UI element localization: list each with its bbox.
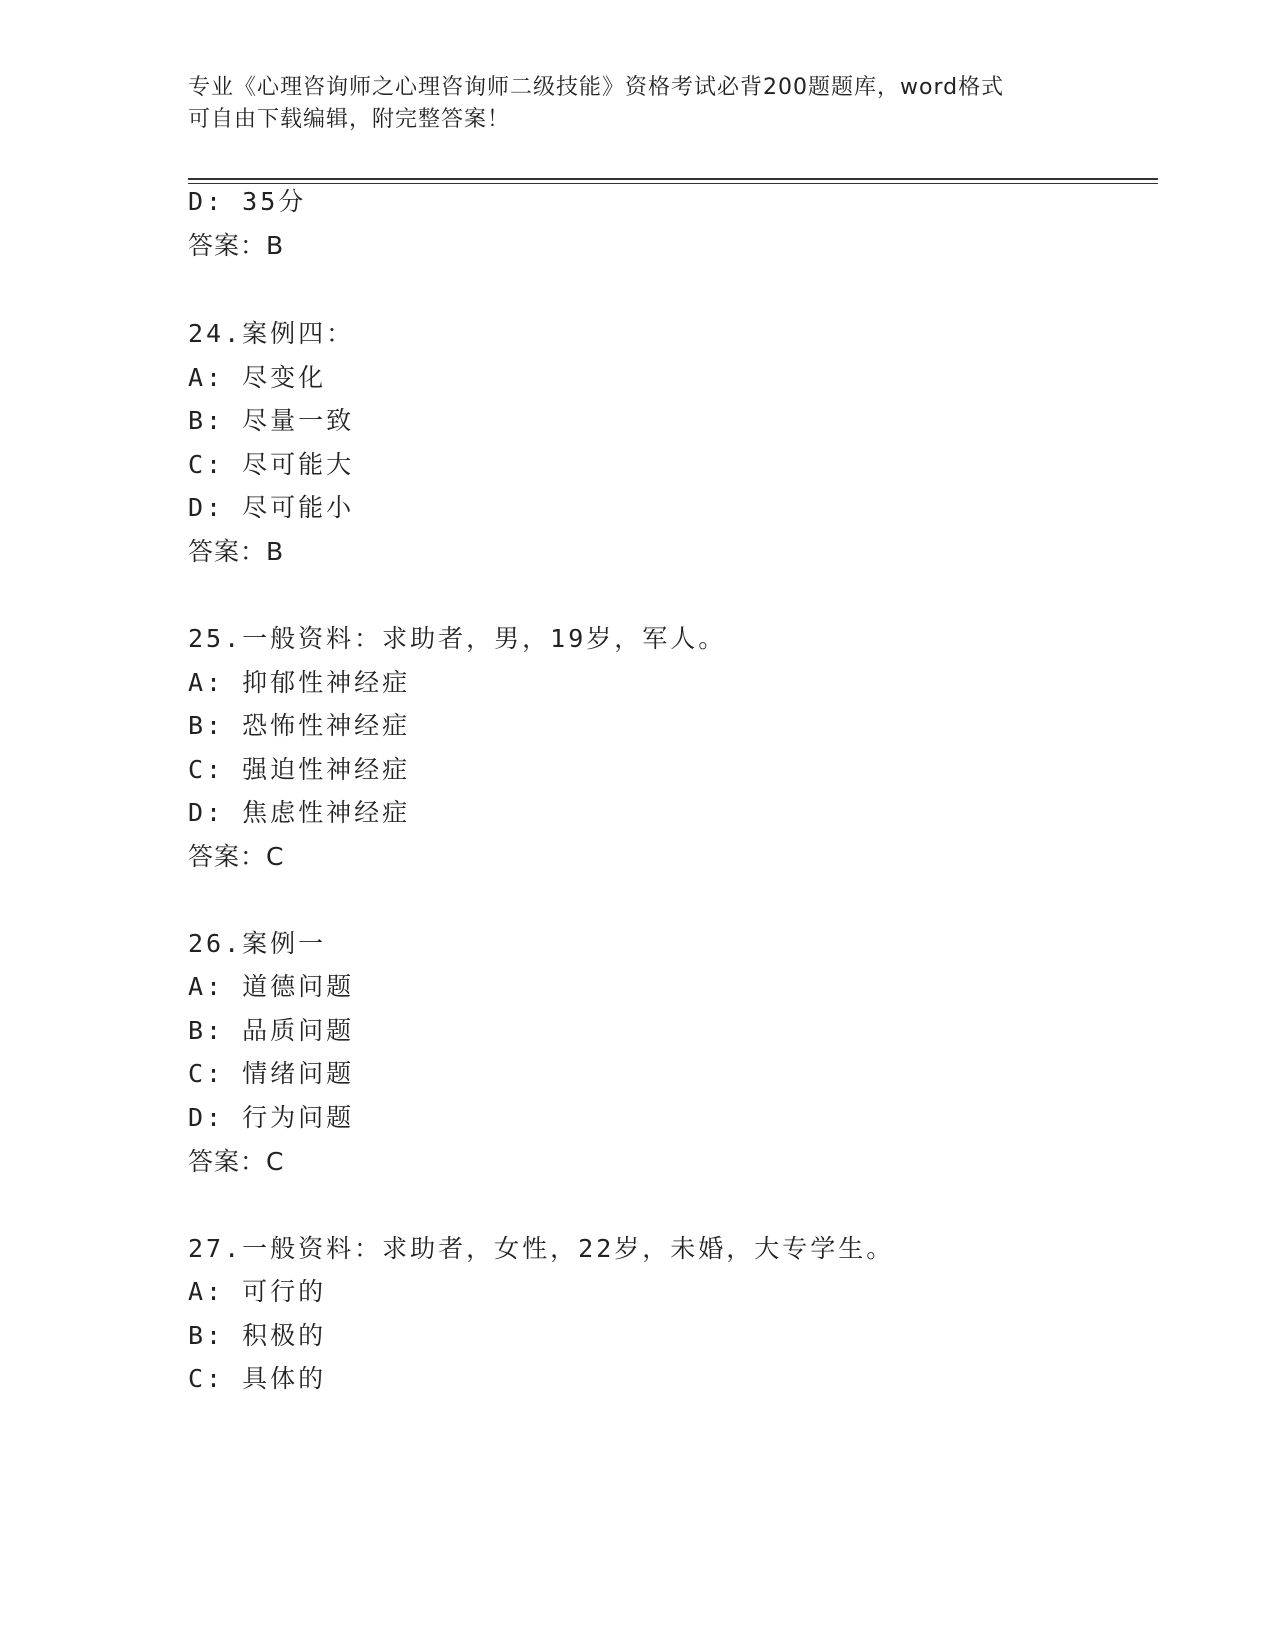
option-c: C: 具体的 [188, 1364, 327, 1393]
option-d: D: 焦虑性神经症 [188, 798, 411, 827]
answer-line: 答案：C [188, 1147, 285, 1176]
document-header [188, 72, 1088, 136]
header-divider-thick [188, 178, 1158, 180]
option-d: D: 尽可能小 [188, 493, 355, 522]
question-stem: 24.案例四： [188, 319, 355, 348]
answer-line: 答案：C [188, 842, 285, 871]
option-a: A: 道德问题 [188, 972, 355, 1001]
option-b: B: 积极的 [188, 1321, 327, 1350]
option-a: A: 抑郁性神经症 [188, 668, 411, 697]
option-b: B: 恐怖性神经症 [188, 711, 411, 740]
question-stem: 25.一般资料：求助者，男，19岁，军人。 [188, 624, 727, 653]
option-d: D: 行为问题 [188, 1103, 355, 1132]
option-b: B: 品质问题 [188, 1016, 355, 1045]
option-b: B: 尽量一致 [188, 406, 355, 435]
answer-line: 答案：B [188, 537, 285, 566]
answer-line: 答案：B [188, 231, 285, 260]
option-a: A: 尽变化 [188, 363, 327, 392]
question-stem: 26.案例一 [188, 929, 327, 958]
header-line-2: 可自由下载编辑，附完整答案！ [188, 107, 511, 132]
option-c: C: 强迫性神经症 [188, 755, 411, 784]
option-a: A: 可行的 [188, 1277, 327, 1306]
option-d: D: 35分 [188, 187, 307, 216]
header-line-1: 专业《心理咨询师之心理咨询师二级技能》资格考试必背200题题库，word格式 [188, 75, 1005, 100]
question-stem: 27.一般资料：求助者，女性，22岁，未婚，大专学生。 [188, 1234, 895, 1263]
header-divider-thin [188, 183, 1158, 184]
option-c: C: 情绪问题 [188, 1059, 355, 1088]
option-c: C: 尽可能大 [188, 450, 355, 479]
